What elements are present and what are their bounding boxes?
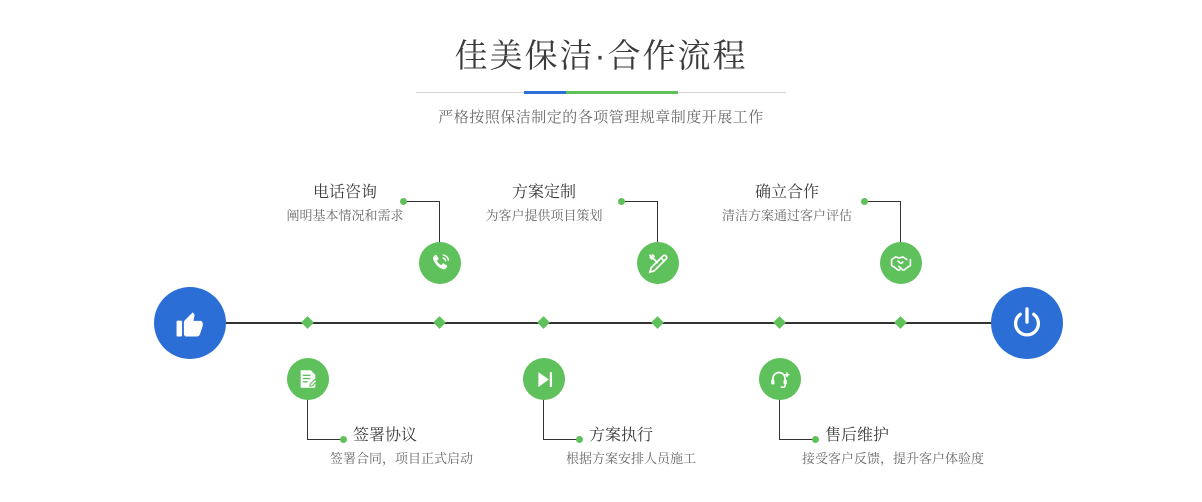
start-endpoint (154, 287, 226, 359)
step-label-sign-agreement (330, 425, 530, 469)
headset-support-icon (769, 368, 791, 390)
step-node-sign-agreement[interactable] (287, 358, 329, 400)
play-forward-icon (534, 369, 555, 390)
connector-line (865, 201, 901, 202)
axis-marker (537, 316, 550, 329)
axis-marker (433, 316, 446, 329)
step-label-plan-customize (468, 182, 620, 226)
step-title: 方案定制 (511, 184, 576, 201)
step-node-establish-cooperation[interactable] (880, 242, 922, 284)
axis-marker (773, 316, 786, 329)
handshake-icon (889, 251, 913, 275)
step-title: 方案执行 (589, 427, 654, 444)
step-desc: 阐明基本情况和需求 (286, 208, 404, 223)
title-divider (416, 91, 786, 95)
step-label-phone-consult (255, 182, 435, 226)
header (0, 34, 1202, 127)
step-title: 确立合作 (754, 184, 819, 201)
step-node-phone-consult[interactable] (419, 242, 461, 284)
page-subtitle: 严格按照保洁制定的各项管理规章制度开展工作 (438, 109, 764, 126)
step-desc: 为客户提供项目策划 (485, 208, 603, 223)
step-node-plan-execution[interactable] (523, 358, 565, 400)
step-title: 签署协议 (353, 427, 418, 444)
divider-accent-green (566, 91, 678, 94)
axis-marker (894, 316, 907, 329)
pencil-ruler-icon (647, 252, 670, 275)
step-label-after-sales (802, 425, 1042, 469)
phone-call-icon (429, 252, 452, 275)
connector-line (622, 201, 658, 202)
step-desc: 签署合同，项目正式启动 (330, 451, 474, 466)
divider-accent-blue (524, 91, 566, 94)
step-desc: 接受客户反馈，提升客户体验度 (802, 451, 985, 466)
thumbs-up-icon (173, 306, 207, 340)
axis-marker (301, 316, 314, 329)
power-icon (1009, 305, 1045, 341)
step-desc: 根据方案安排人员施工 (566, 451, 697, 466)
axis-marker (651, 316, 664, 329)
step-title: 售后维护 (825, 427, 890, 444)
page-title: 佳美保洁·合作流程 (454, 37, 748, 74)
step-desc: 清洁方案通过客户评估 (721, 208, 852, 223)
document-edit-icon (297, 368, 319, 390)
timeline (0, 160, 1202, 502)
step-label-establish-cooperation (710, 182, 864, 226)
step-title: 电话咨询 (312, 184, 377, 201)
end-endpoint (991, 287, 1063, 359)
step-node-after-sales[interactable] (759, 358, 801, 400)
step-node-plan-customize[interactable] (637, 242, 679, 284)
step-label-plan-execution (566, 425, 746, 469)
